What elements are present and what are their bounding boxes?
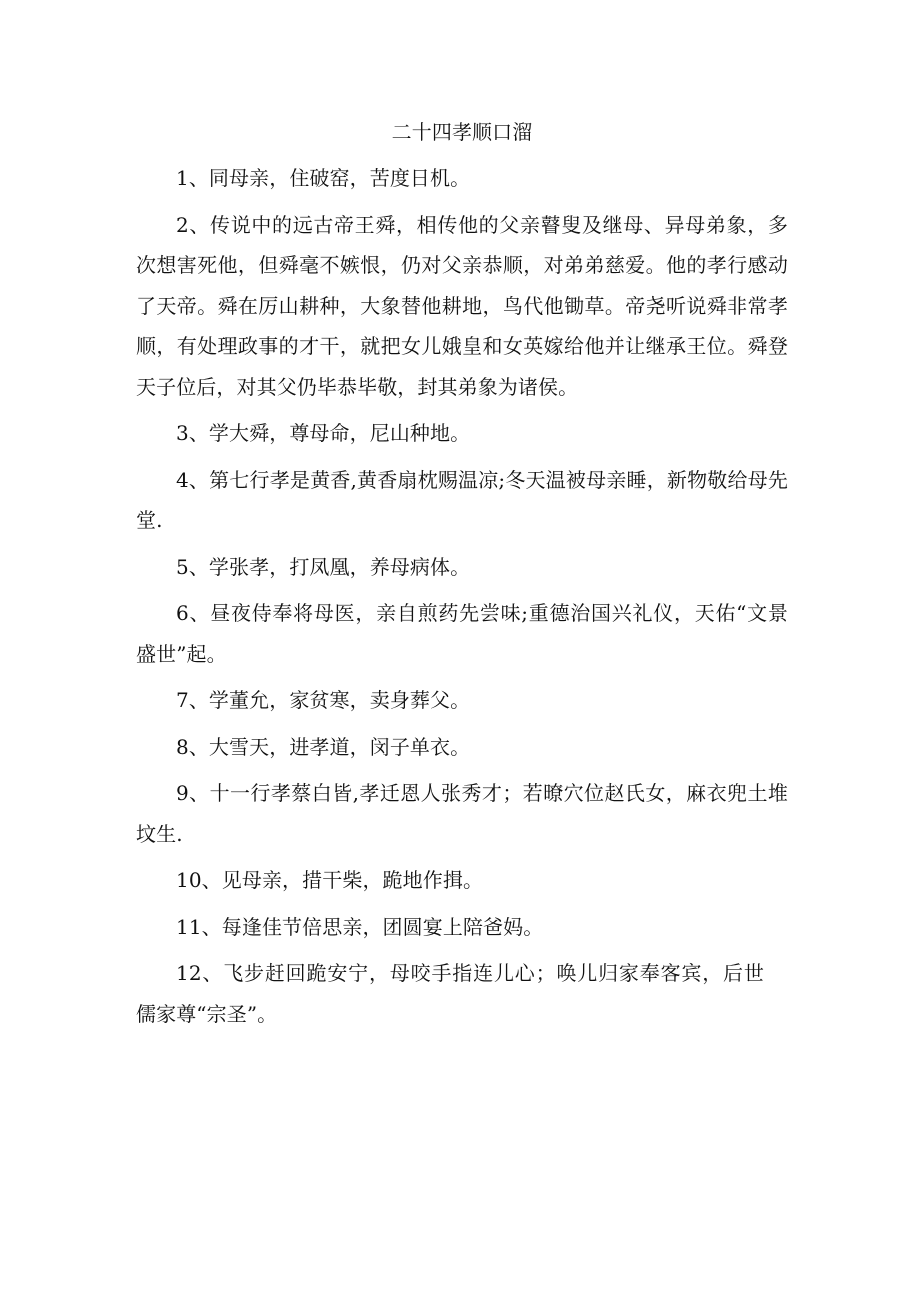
paragraph-11: 11、每逢佳节倍思亲，团圆宴上陪爸妈。 <box>176 914 544 939</box>
paragraph-6: 6、昼夜侍奉将母医，亲自煎药先尝味;重德治国兴礼仪，天佑“文景盛世”起。 <box>136 601 788 666</box>
paragraph-8: 8、大雪天，进孝道，闵子单衣。 <box>176 734 471 759</box>
paragraph-4: 4、第七行孝是黄香,黄香扇枕赐温凉;冬天温被母亲睡，新物敬给母先堂. <box>136 467 788 532</box>
document-title: 二十四孝顺口溜 <box>391 120 533 144</box>
paragraph-9: 9、十一行孝蔡白皆,孝迁恩人张秀才；若暸穴位赵氏女，麻衣兜土堆坟生. <box>136 781 788 846</box>
paragraph-7: 7、学董允，家贫寒，卖身葬父。 <box>176 688 471 712</box>
paragraph-1: 1、同母亲，住破窑，苦度日机。 <box>176 166 471 190</box>
paragraph-2: 2、传说中的远古帝王舜，相传他的父亲瞽叟及继母、异母弟象，多次想害死他，但舜毫不嫉恨，仍对父亲恭顺，对弟弟慈爱。他的孝行感动了天帝。舜在厉山耕种，大象替他耕地，鸟代他锄草。帝尧听说舜非常孝顺，有处理政事的才干，就把女儿娥皇和女英嫁给他并让继承王位。舜登天子位后，对其父仍毕恭毕敬，封其弟象为诸侯。 <box>136 212 788 399</box>
paragraph-10: 10、见母亲，措干柴，跪地作揖。 <box>176 868 484 892</box>
paragraph-12: 12、飞步赶回跪安宁，母咬手指连儿心；唤儿归家奉客宾，后世儒家尊“宗圣”。 <box>136 961 764 1026</box>
paragraph-3: 3、学大舜，尊母命，尼山种地。 <box>176 421 471 445</box>
document-body <box>136 112 788 1040</box>
paragraph-5: 5、学张孝，打凤凰，养母病体。 <box>176 554 471 579</box>
